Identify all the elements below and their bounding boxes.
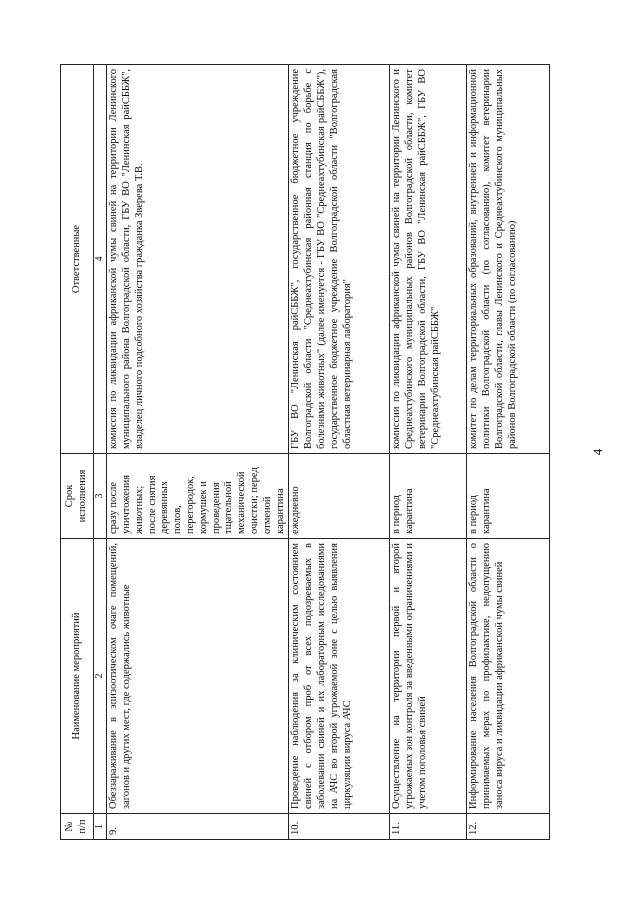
rotated-table-container — [60, 65, 575, 840]
header-num: № п/п — [61, 814, 94, 840]
measure-name: Проведение наблюдения за клиническим состоянием свиней с отбором проб от всех подозреваемых в заболевании свиней и их лабораторным исследованиями на АЧС во второй угрожаемой зоне с целью выявления циркуляции вируса АЧС — [289, 539, 390, 814]
table-row — [289, 65, 390, 840]
row-number: 9. — [107, 814, 289, 840]
measure-name: Информирование населения Волгоградской области о принимаемых мерах по профилактике, недопущению заноса вируса и ликвидации африканской чумы свиней — [467, 539, 550, 814]
measure-term: сразу после уничтожения животных; после снятия деревянных полов, перегородок, кормушек и проведения тщательной механической очистки; перед отменой карантина — [107, 454, 289, 539]
measure-term: в период карантина — [467, 454, 550, 539]
page-number: 4 — [590, 448, 605, 456]
header-name: Наименование мероприятий — [61, 539, 94, 814]
column-number: 3 — [94, 454, 107, 539]
table-row — [467, 65, 550, 840]
table-row — [107, 65, 289, 840]
measure-name: Обеззараживание в эпизоотическом очаге помещений, загонов и других мест, где содержались животные — [107, 539, 289, 814]
measure-term: ежедневно — [289, 454, 390, 539]
column-number: 4 — [94, 65, 107, 454]
row-number: 10. — [289, 814, 390, 840]
row-number: 12. — [467, 814, 550, 840]
column-number: 2 — [94, 539, 107, 814]
measure-responsible: комиссии по ликвидации африканской чумы свиней на территории Ленинского и Среднеахтубинского муниципальных районов Волгоградской области, комитет ветеринарии Волгоградской области, ГБУ ВО "Ленинская райСББЖ", ГБУ ВО "Среднеахтубинская райСББЖ" — [390, 65, 467, 454]
column-number: 1 — [94, 814, 107, 840]
header-responsible: Ответственные — [61, 65, 94, 454]
header-row — [61, 65, 94, 840]
table-row — [390, 65, 467, 840]
column-number-row — [94, 65, 107, 840]
measure-term: в период карантина — [390, 454, 467, 539]
measure-responsible: ГБУ ВО "Ленинская райСББЖ", государственное бюджетное учреждение Волгоградской области "Среднеахтубинская районная станция по борьбе с болезнями животных" (далее именуется - ГБУ ВО "Среднеахтубинская райСББЖ"), государственное бюджетное учреждение Волгоградской области "Волгоградская областная ветеринарная лаборатория" — [289, 65, 390, 454]
measure-name: Осуществление на территории первой и второй угрожаемых зон контроля за введенными ограничениями и учетом поголовья свиней — [390, 539, 467, 814]
measure-responsible: комиссия по ликвидации африканской чумы свиней на территории Ленинского муниципального района Волгоградской области, ГБУ ВО "Ленинская райСББЖ", владелец личного подсобного хозяйства гражданка Зверева Т.В. — [107, 65, 289, 454]
measure-responsible: комитет по делам территориальных образований, внутренней и информационной политики Волгоградской области (по согласованию), комитет ветеринарии Волгоградской области, главы Ленинского и Среднеахтубинского муниципальных районов Волгоградской области (по согласованию) — [467, 65, 550, 454]
measures-table — [60, 64, 550, 840]
row-number: 11. — [390, 814, 467, 840]
header-term: Срок исполнения — [61, 454, 94, 539]
